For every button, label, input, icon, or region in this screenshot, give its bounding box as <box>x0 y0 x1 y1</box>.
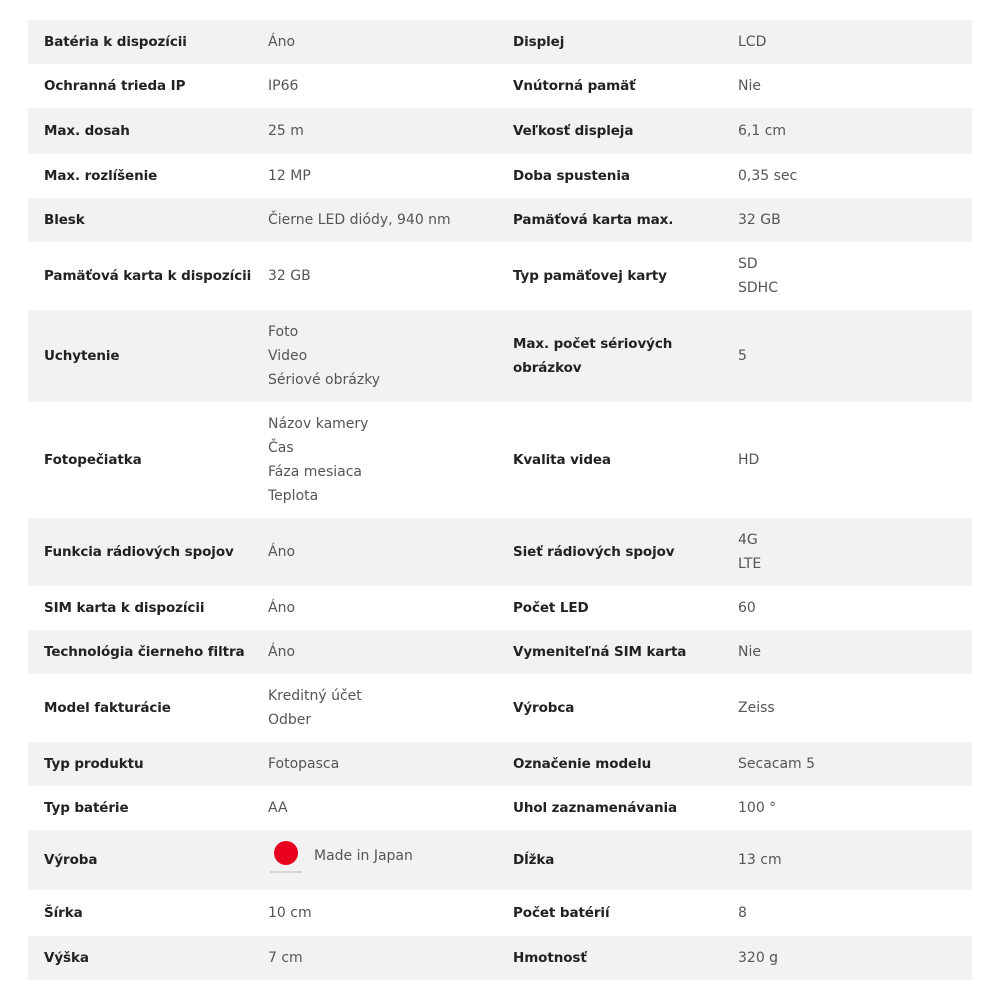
spec-value <box>252 786 497 830</box>
spec-value <box>722 742 972 786</box>
spec-row <box>28 830 972 890</box>
spec-value-line: LTE <box>738 556 762 572</box>
spec-label: Batéria k dispozícii <box>28 20 252 64</box>
spec-row <box>28 518 972 586</box>
spec-value-line: 8 <box>738 905 747 921</box>
spec-value-line: 13 cm <box>738 852 782 868</box>
spec-value-line: 12 MP <box>268 168 311 184</box>
spec-value-line: 0,35 sec <box>738 168 798 184</box>
spec-value-line: Teplota <box>268 488 319 504</box>
spec-value-line: LCD <box>738 34 767 50</box>
spec-value <box>252 154 497 198</box>
spec-value-line: SD <box>738 256 758 272</box>
spec-label: Uhol zaznamenávania <box>497 786 722 830</box>
spec-value-line: 7 cm <box>268 950 303 966</box>
spec-value <box>252 64 497 108</box>
spec-row <box>28 936 972 980</box>
spec-value-line: AA <box>268 800 288 816</box>
spec-value-line: 4G <box>738 532 758 548</box>
spec-value-line: Fotopasca <box>268 756 340 772</box>
spec-value <box>722 154 972 198</box>
spec-label: Hmotnosť <box>497 936 722 980</box>
spec-value <box>252 742 497 786</box>
spec-value <box>252 674 497 742</box>
spec-value <box>252 890 497 936</box>
spec-label: Max. počet sériových obrázkov <box>497 310 722 402</box>
spec-value <box>722 402 972 518</box>
spec-value <box>722 674 972 742</box>
spec-value-line: Nie <box>738 78 761 94</box>
spec-value-line: Nie <box>738 644 761 660</box>
spec-row <box>28 20 972 64</box>
spec-value-line: Čierne LED diódy, 940 nm <box>268 212 451 228</box>
spec-value <box>252 242 497 310</box>
spec-table <box>28 20 972 980</box>
spec-label: Výrobca <box>497 674 722 742</box>
spec-value-line: 32 GB <box>268 268 311 284</box>
spec-row <box>28 890 972 936</box>
spec-value <box>252 630 497 674</box>
spec-value-line: Odber <box>268 712 312 728</box>
spec-value-line: 60 <box>738 600 756 616</box>
spec-value-line: 100 ° <box>738 800 777 816</box>
origin-value <box>268 838 413 874</box>
spec-value <box>722 108 972 154</box>
spec-label: Výroba <box>28 830 252 890</box>
spec-label: Funkcia rádiových spojov <box>28 518 252 586</box>
spec-value-line: Čas <box>268 440 294 456</box>
spec-value <box>722 310 972 402</box>
spec-value <box>252 402 497 518</box>
spec-row <box>28 742 972 786</box>
spec-value-line: 6,1 cm <box>738 123 787 139</box>
spec-row <box>28 402 972 518</box>
spec-value <box>722 198 972 242</box>
spec-value-line: Secacam 5 <box>738 756 816 772</box>
spec-label: Fotopečiatka <box>28 402 252 518</box>
spec-row <box>28 108 972 154</box>
spec-row <box>28 674 972 742</box>
spec-value-line: 320 g <box>738 950 779 966</box>
spec-label: Dĺžka <box>497 830 722 890</box>
spec-row <box>28 198 972 242</box>
spec-value-line: 25 m <box>268 123 304 139</box>
spec-label: Doba spustenia <box>497 154 722 198</box>
spec-label: Počet batérií <box>497 890 722 936</box>
spec-value-line: Fáza mesiaca <box>268 464 363 480</box>
spec-label: Displej <box>497 20 722 64</box>
spec-value <box>252 518 497 586</box>
spec-table-body <box>28 20 972 980</box>
spec-label: Sieť rádiových spojov <box>497 518 722 586</box>
spec-value <box>722 630 972 674</box>
spec-label: Pamäťová karta k dispozícii <box>28 242 252 310</box>
spec-value <box>252 830 497 890</box>
spec-row <box>28 786 972 830</box>
spec-label: Počet LED <box>497 586 722 630</box>
spec-value <box>722 586 972 630</box>
spec-table-container <box>28 20 972 980</box>
spec-value <box>722 64 972 108</box>
spec-value-line: Áno <box>268 544 296 560</box>
spec-value <box>722 786 972 830</box>
spec-value-line: SDHC <box>738 280 778 296</box>
spec-value-line: Áno <box>268 644 296 660</box>
spec-label: Typ produktu <box>28 742 252 786</box>
spec-label: Max. dosah <box>28 108 252 154</box>
spec-label: SIM karta k dispozícii <box>28 586 252 630</box>
spec-value <box>722 830 972 890</box>
spec-value-line: 32 GB <box>738 212 781 228</box>
spec-row <box>28 310 972 402</box>
spec-label: Výška <box>28 936 252 980</box>
spec-value-line: 10 cm <box>268 905 312 921</box>
spec-label: Typ pamäťovej karty <box>497 242 722 310</box>
spec-label: Ochranná trieda IP <box>28 64 252 108</box>
spec-value-line: HD <box>738 452 760 468</box>
spec-row <box>28 154 972 198</box>
spec-value <box>252 20 497 64</box>
spec-value <box>722 242 972 310</box>
spec-label: Technológia čierneho filtra <box>28 630 252 674</box>
spec-value-line: Názov kamery <box>268 416 369 432</box>
spec-value-line: Foto <box>268 324 299 340</box>
spec-row <box>28 630 972 674</box>
spec-label: Max. rozlíšenie <box>28 154 252 198</box>
spec-label: Šírka <box>28 890 252 936</box>
spec-value <box>722 20 972 64</box>
spec-value <box>722 890 972 936</box>
spec-label: Vnútorná pamäť <box>497 64 722 108</box>
spec-label: Označenie modelu <box>497 742 722 786</box>
spec-label: Blesk <box>28 198 252 242</box>
spec-value-line: IP66 <box>268 78 299 94</box>
spec-row <box>28 64 972 108</box>
spec-label: Typ batérie <box>28 786 252 830</box>
spec-value <box>722 518 972 586</box>
spec-label: Kvalita videa <box>497 402 722 518</box>
spec-value <box>252 586 497 630</box>
spec-value <box>252 108 497 154</box>
spec-value <box>252 198 497 242</box>
spec-label: Vymeniteľná SIM karta <box>497 630 722 674</box>
spec-value-line: Sériové obrázky <box>268 372 381 388</box>
spec-label: Pamäťová karta max. <box>497 198 722 242</box>
spec-label: Model fakturácie <box>28 674 252 742</box>
spec-value-line: Video <box>268 348 308 364</box>
spec-value <box>252 310 497 402</box>
spec-label: Veľkosť displeja <box>497 108 722 154</box>
spec-value-line: Made in Japan <box>314 848 413 864</box>
spec-row <box>28 242 972 310</box>
spec-value <box>722 936 972 980</box>
spec-value-line: Zeiss <box>738 700 775 716</box>
spec-value-line: 5 <box>738 348 747 364</box>
spec-value-line: Áno <box>268 34 296 50</box>
japan-flag-icon <box>268 838 304 874</box>
spec-value <box>252 936 497 980</box>
spec-value-line: Áno <box>268 600 296 616</box>
spec-label: Uchytenie <box>28 310 252 402</box>
spec-value-line: Kreditný účet <box>268 688 362 704</box>
spec-row <box>28 586 972 630</box>
